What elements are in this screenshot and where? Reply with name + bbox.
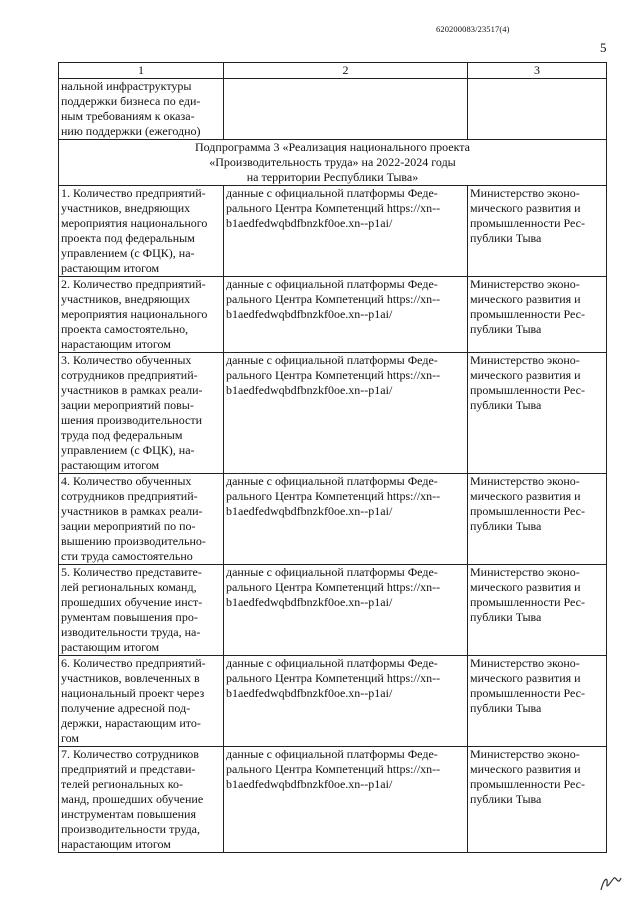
table-row [59, 353, 607, 474]
continuation-responsible [468, 79, 607, 140]
header-cell: 1 [59, 63, 224, 79]
header-cell: 2 [224, 63, 468, 79]
page-number: 5 [600, 40, 607, 55]
indicator-cell: 6. Количество предприятий- участников, вовлеченных в национальный проект через получение адресной под- держки, нарастающим ито- гом [59, 656, 224, 747]
source-cell: данные с официальной платформы Феде- рального Центра Компетенций https://xn-- b1aedfedwqbdfbnzkf0oe.xn--p1ai/ [224, 186, 468, 277]
responsible-cell: Министерство эконо- мического развития и промышленности Рес- публики Тыва [468, 277, 607, 353]
indicator-cell: 7. Количество сотрудников предприятий и представи- телей региональных ко- манд, прошедших обучение инструментам повышения производительности труда, нарастающим итогом [59, 747, 224, 853]
subprogram-title: Подпрограмма 3 «Реализация национального проекта «Производительность труда» на 2022-2024 годы на территории Республики Тыва» [59, 140, 607, 186]
source-cell: данные с официальной платформы Феде- рального Центра Компетенций https://xn-- b1aedfedwqbdfbnzkf0oe.xn--p1ai/ [224, 474, 468, 565]
indicator-cell: 1. Количество предприятий- участников, внедряющих мероприятия национального проекта под федеральным управлением (с ФЦК), на- растающим итогом [59, 186, 224, 277]
source-cell: данные с официальной платформы Феде- рального Центра Компетенций https://xn-- b1aedfedwqbdfbnzkf0oe.xn--p1ai/ [224, 656, 468, 747]
responsible-cell: Министерство эконо- мического развития и промышленности Рес- публики Тыва [468, 747, 607, 853]
source-cell: данные с официальной платформы Феде- рального Центра Компетенций https://xn-- b1aedfedwqbdfbnzkf0oe.xn--p1ai/ [224, 277, 468, 353]
table-row [59, 656, 607, 747]
responsible-cell: Министерство эконо- мического развития и промышленности Рес- публики Тыва [468, 565, 607, 656]
source-cell: данные с официальной платформы Феде- рального Центра Компетенций https://xn-- b1aedfedwqbdfbnzkf0oe.xn--p1ai/ [224, 565, 468, 656]
source-cell: данные с официальной платформы Феде- рального Центра Компетенций https://xn-- b1aedfedwqbdfbnzkf0oe.xn--p1ai/ [224, 353, 468, 474]
continuation-source [224, 79, 468, 140]
indicator-cell: 5. Количество представите- лей региональных команд, прошедших обучение инст- рументам повышения про- изводительности труда, на- растающим итогом [59, 565, 224, 656]
responsible-cell: Министерство эконо- мического развития и промышленности Рес- публики Тыва [468, 656, 607, 747]
responsible-cell: Министерство эконо- мического развития и промышленности Рес- публики Тыва [468, 474, 607, 565]
document-number: 620200083/23517(4) [436, 24, 510, 34]
indicator-cell: 2. Количество предприятий- участников, внедряющих мероприятия национального проекта самостоятельно, нарастающим итогом [59, 277, 224, 353]
table-row [59, 565, 607, 656]
continuation-row [59, 79, 607, 140]
source-cell: данные с официальной платформы Феде- рального Центра Компетенций https://xn-- b1aedfedwqbdfbnzkf0oe.xn--p1ai/ [224, 747, 468, 853]
indicator-cell: 4. Количество обученных сотрудников предприятий- участников в рамках реали- зации мероприятий по по- вышению производительно- сти труда самостоятельно [59, 474, 224, 565]
indicator-cell: 3. Количество обученных сотрудников предприятий- участников в рамках реали- зации мероприятий повы- шения производительности труда под федеральным управлением (с ФЦК), на- растающим итогом [59, 353, 224, 474]
table-row [59, 277, 607, 353]
table-row [59, 474, 607, 565]
responsible-cell: Министерство эконо- мического развития и промышленности Рес- публики Тыва [468, 353, 607, 474]
signature-mark [598, 872, 624, 894]
continuation-indicator: нальной инфраструктуры поддержки бизнеса по еди- ным требованиям к оказа- нию поддержки (ежегодно) [59, 79, 224, 140]
table-row [59, 186, 607, 277]
responsible-cell: Министерство эконо- мического развития и промышленности Рес- публики Тыва [468, 186, 607, 277]
table-header-row [59, 63, 607, 79]
header-cell: 3 [468, 63, 607, 79]
indicators-table [58, 62, 607, 853]
subprogram-row [59, 140, 607, 186]
table-row [59, 747, 607, 853]
